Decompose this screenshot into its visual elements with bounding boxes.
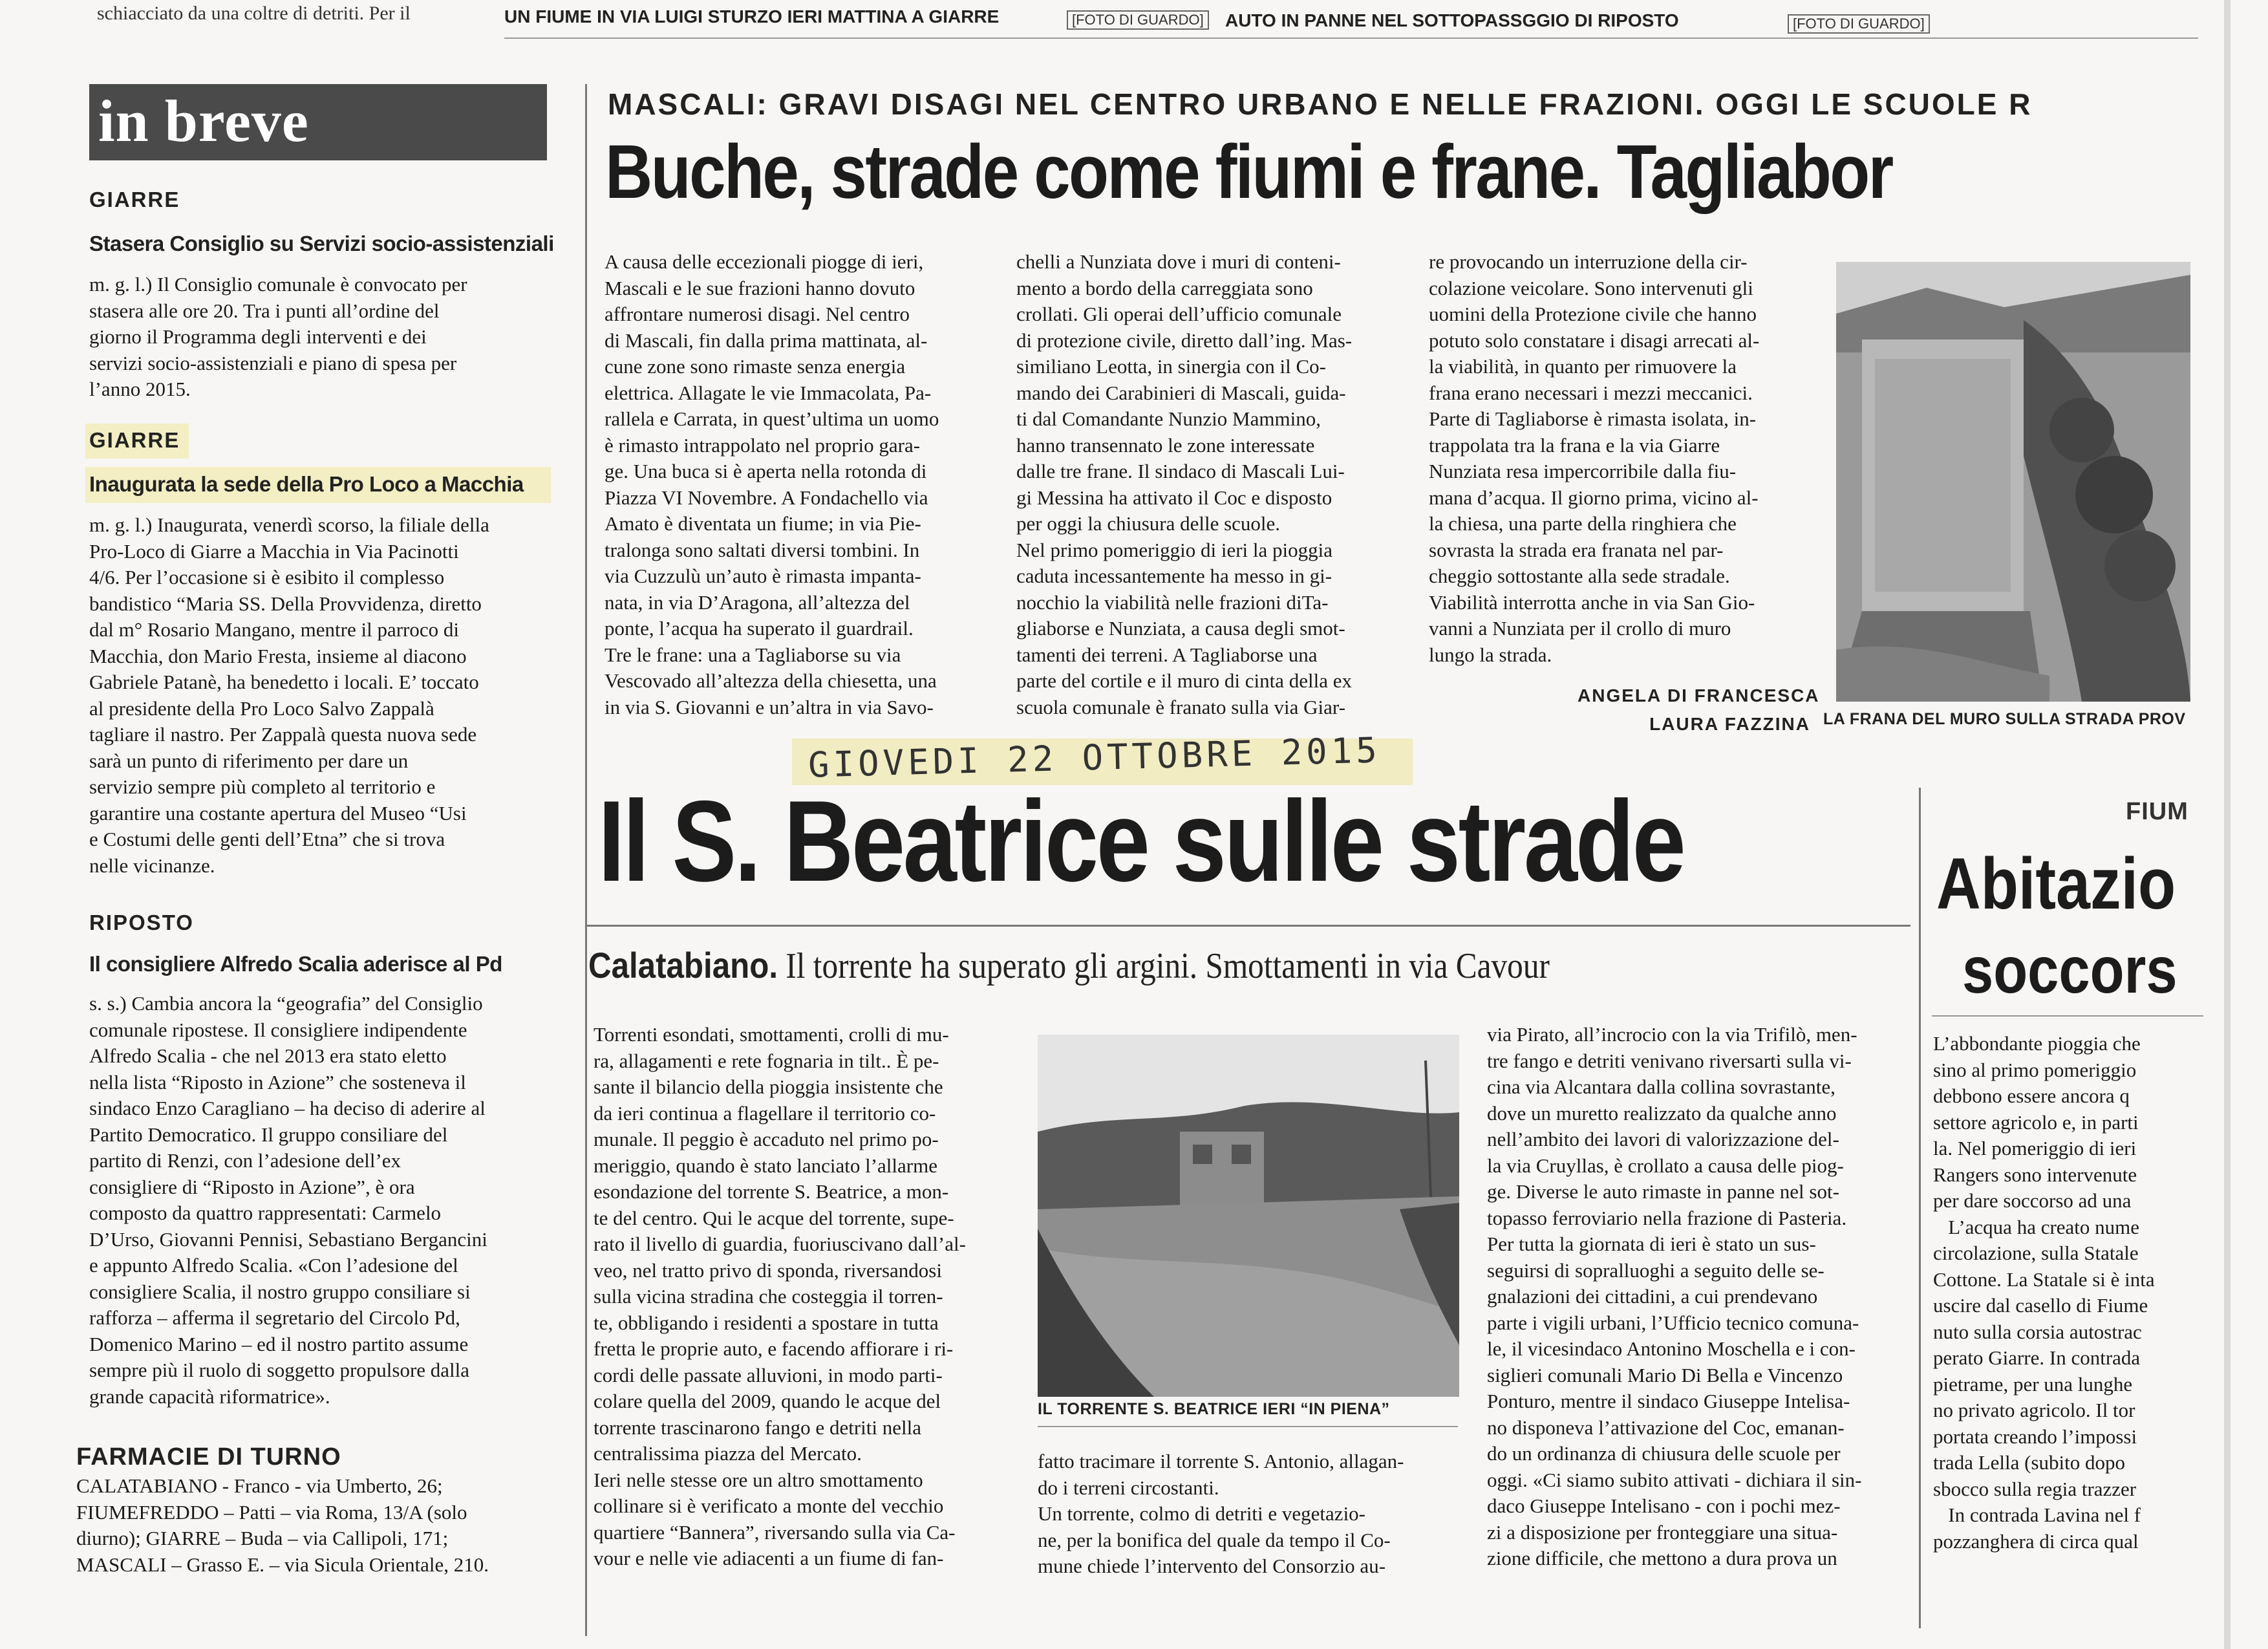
article2-col1: Torrenti esondati, smottamenti, crolli di mu- ra, allagamenti e rete fognaria in tilt.. È pe- sante il bilancio della pioggia insistente che da ieri continua a flagellare il territorio co- munale. Il peggio è accaduto nel primo po- meriggio, quando è stato lanciato l’allarme esondazione del torrente S. Beatrice, a mon- te del centro. Qui le acque del torrente, supe- rato il livello di guardia, fuoriuscivano dall’al- veo, nel tratto privo di sponda, riversandosi sulla vicina stradina che costeggia il torren- te, obbligando i residenti a spostare in tutta fretta le proprie auto, e facendo affiorare i ri- cordi delle passate alluvioni, in modo parti- colare quella del 2009, quando le acque del torrente trascinarono fango e detriti nella centralissima piazza del Mercato. Ieri nelle stesse ore un altro smottamento collinare si è verificato a monte del vecchio quartiere “Bannera”, riversando sulla via Ca- vour e nelle vie adiacenti a un fiume di fan- (594, 1023, 966, 1569)
article1-headline: Buche, strade come fiumi e frane. Tagliabor (605, 129, 1892, 215)
top-credit-2: [FOTO DI GUARDO] (1788, 14, 1930, 34)
article3-headline-1: Abitazio (1936, 843, 2176, 924)
brief-city-3: RIPOSTO (89, 911, 194, 934)
subhead-rule (585, 925, 1910, 927)
scan-edge (2224, 0, 2231, 1649)
article1-byline-2: LAURA FAZZINA (1649, 714, 1810, 734)
brief-title-3: Il consigliere Alfredo Scalia aderisce al Pd (89, 952, 502, 976)
torrent-photo (1038, 1035, 1459, 1397)
article1-photo-caption: LA FRANA DEL MURO SULLA STRADA PROV (1823, 710, 2186, 728)
column-rule (585, 84, 587, 1636)
brief-title-2: Inaugurata la sede della Pro Loco a Macchia (89, 472, 524, 496)
article2-col2-bottom: fatto tracimare il torrente S. Antonio, allagan- do i terreni circostanti. Un torrente, colmo di detriti e vegetazio- ne, per la bonifica del quale da tempo il Co- mune chiede l’intervento del Consorzio au- (1038, 1450, 1404, 1577)
top-strip-rule (504, 38, 2198, 39)
article2-subhead-bold: Calatabiano. (588, 945, 778, 986)
top-story-2: AUTO IN PANNE NEL SOTTOPASSGGIO DI RIPOSTO (1225, 10, 1679, 30)
article1-col2: chelli a Nunziata dove i muri di conteni- mento a bordo della carreggiata sono crollati. Gli operai dell’ufficio comunale di protezione civile, diretto dall’ing. Mas- similiano Leotta, in sinergia con il Co- mando dei Carabinieri di Mascali, guida- ti dal Comandante Nunzio Mammino, hanno transennato le zone interessate dalle tre frane. Il sindaco di Mascali Lui- gi Messina ha attivato il Coc e disposto per oggi la chiusura delle scuole. Nel primo pomeriggio di ieri la pioggia caduta incessantemente ha messo in gi- nocchio la viabilità nelle frazioni diTa- gliaborse e Nunziata, a causa degli smot- tamenti dei terreni. A Tagliaborse una parte del cortile e il muro di cinta della ex scuola comunale è franato sulla via Giar- (1016, 250, 1353, 718)
article3-headline-2: soccors (1962, 933, 2177, 1007)
brief-city-1: GIARRE (89, 188, 180, 211)
article1-kicker: MASCALI: GRAVI DISAGI NEL CENTRO URBANO E NELLE FRAZIONI. OGGI LE SCUOLE R (608, 87, 2033, 121)
article2-subhead-rest: Il torrente ha superato gli argini. Smottamenti in via Cavour (778, 946, 1550, 986)
brief-city-2: GIARRE (89, 428, 180, 452)
article2-photo-caption: IL TORRENTE S. BEATRICE IERI “IN PIENA” (1038, 1400, 1390, 1418)
article2-subhead (588, 944, 1550, 987)
article1-col1: A causa delle eccezionali piogge di ieri, Mascali e le sue frazioni hanno dovuto affrontare numerosi disagi. Nel centro di Mascali, fin dalla prima mattinata, al- cune zone sono rimaste senza energia elettrica. Allagate le vie Immacolata, Pa- rallela e Carrata, in quest’ultima un uomo è rimasto intrappolato nel proprio gara- ge. Una buca si è aperta nella rotonda di Piazza VI Novembre. A Fondachello via Amato è diventata un fiume; in via Pie- tralonga sono saltati diversi tombini. In via Cuzzulù un’auto è rimasta impanta- nata, in via D’Aragona, all’altezza del ponte, l’acqua ha superato il guardrail. Tre le frane: una a Tagliaborse su via Vescovado all’altezza della chiesetta, una in via S. Giovanni e un’altra in via Savo- (604, 250, 939, 718)
brief-body-1: m. g. l.) Il Consiglio comunale è convocato per stasera alle ore 20. Tra i punti all’ordine del giorno il Programma degli interventi e dei servizi socio-assistenziali e piano di spesa per l’anno 2015. (89, 273, 467, 400)
article1-col3: re provocando un interruzione della cir- colazione veicolare. Sono intervenuti gli uomini della Protezione civile che hanno potuto solo constatare i disagi arrecati al- la viabilità, in quanto per rimuovere la frana erano necessari i mezzi meccanici. Parte di Tagliaborse è rimasta isolata, in- trappolata tra la frana e la via Giarre Nunziata resa impercorribile dalla fiu- mana d’acqua. Il giorno prima, vicino al- la chiesa, una parte della ringhiera che sovrasta la strada era franata nel par- cheggio sottostante alla sede stradale. Viabilità interrotta anche in via San Gio- vanni a Nunziata per il crollo di muro lungo la strada. (1429, 250, 1760, 666)
farmacie-title: FARMACIE DI TURNO (76, 1443, 341, 1471)
caption-rule (1038, 1426, 1458, 1427)
article3-kicker: FIUM (2126, 798, 2188, 825)
landslide-photo-image (1836, 262, 2190, 702)
brief-title-1: Stasera Consiglio su Servizi socio-assistenziali (89, 232, 554, 255)
article1-byline-1: ANGELA DI FRANCESCA (1578, 685, 1820, 706)
top-story-1: UN FIUME IN VIA LUIGI STURZO IERI MATTINA A GIARRE (504, 6, 1000, 27)
brief-body-3: s. s.) Cambia ancora la “geografia” del Consiglio comunale ripostese. Il consigliere indipendente Alfredo Scalia - che nel 2013 era stato eletto nella lista “Riposto in Azione” che sosteneva il sindaco Enzo Caragliano – ha deciso di aderire al Partito Democratico. Il gruppo consiliare del partito di Renzi, con l’adesione dell’ex consigliere di “Riposto in Azione”, è ora composto da quattro rappresentati: Carmelo D’Urso, Giovanni Pennisi, Sebastiano Bergancini e appunto Alfredo Scalia. «Con l’adesione del consigliere Scalia, il nostro gruppo consiliare si rafforza – afferma il segretario del Circolo Pd, Domenico Marino – ed il nostro partito assume sempre più il ruolo di soggetto propulsore dalla grande capacità riformatrice». (89, 992, 487, 1408)
torrent-photo-image (1038, 1035, 1459, 1397)
column-rule (1919, 788, 1921, 1628)
farmacie-body: CALATABIANO - Franco - via Umberto, 26; FIUMEFREDDO – Patti – via Roma, 13/A (solo diurno); GIARRE – Buda – via Callipoli, 171; MASCALI – Grasso E. – via Sicula Orientale, 210. (76, 1474, 489, 1576)
article2-headline: Il S. Beatrice sulle strade (598, 777, 1684, 905)
in-breve-banner (89, 84, 547, 160)
article2-col3: via Pirato, all’incrocio con la via Trifilò, men- tre fango e detriti venivano riversarti sulla vi- cina via Alcantara dalla collina sovrastante, dove un muretto realizzato da qualche anno nell’ambito dei lavori di valorizzazione del- la via Cruyllas, è crollato a causa delle piog- ge. Diverse le auto rimaste in panne nel sot- topasso ferroviario nella frazione di Pasteria. Per tutta la giornata di ieri è stato un sus- seguirsi di sopralluoghi a seguito delle se- gnalazioni dei cittadini, a cui prendevano parte i vigili urbani, l’Ufficio tecnico comuna- le, il vicesindaco Antonino Moschella e i con- siglieri comunali Mario Di Bella e Vincenzo Ponturo, mentre il sindaco Giuseppe Intelisa- no disponeva l’attivazione del Coc, emanan- do un ordinanza di chiusura delle scuole per oggi. «Ci siamo subito attivati - dichiara il sin- daco Giuseppe Intelisano - con i pochi mez- zi a disposizione per fronteggiare una situa- zione difficile, che mettono a dura prova un (1487, 1023, 1862, 1569)
article3-rule (1932, 1015, 2203, 1017)
landslide-photo (1836, 262, 2190, 702)
top-left-fragment: schiacciato da una coltre di detriti. Per il (97, 3, 411, 24)
handwritten-date: GIOVEDI 22 OTTOBRE 2015 (808, 729, 1382, 786)
article3-body: L’abbondante pioggia che sino al primo pomeriggio debbono essere ancora q settore agricolo e, in parti la. Nel pomeriggio di ieri Rangers sono intervenute per dare soccorso ad una L’acqua ha creato nume circolazione, sulla Statale Cottone. La Statale si è inta uscire dal casello di Fiume nuto sulla corsia autostrac perato Giarre. In contrada pietrame, per una lunghe no privato agricolo. Il tor portata creando l’impossi trada Lella (subito dopo sbocco sulla regia trazzer In contrada Lavina nel f pozzanghera di circa qual (1933, 1032, 2155, 1553)
in-breve-title: in breve (98, 88, 309, 154)
top-credit-1: [FOTO DI GUARDO] (1067, 10, 1209, 30)
brief-body-2: m. g. l.) Inaugurata, venerdì scorso, la filiale della Pro-Loco di Giarre a Macchia in Via Pacinotti 4/6. Per l’occasione si è esibito il complesso bandistico “Maria SS. Della Provvidenza, diretto dal m° Rosario Mangano, mentre il parroco di Macchia, don Mario Fresta, insieme al diacono Gabriele Patanè, ha benedetto i locali. E’ toccato al presidente della Pro Loco Salvo Zappalà tagliare il nastro. Per Zappalà questa nuova sede sarà un punto di riferimento per dare un servizio sempre più completo al territorio e garantire una costante apertura del Museo “Usi e Costumi delle genti dell’Etna” che si trova nelle vicinanze. (89, 513, 489, 877)
